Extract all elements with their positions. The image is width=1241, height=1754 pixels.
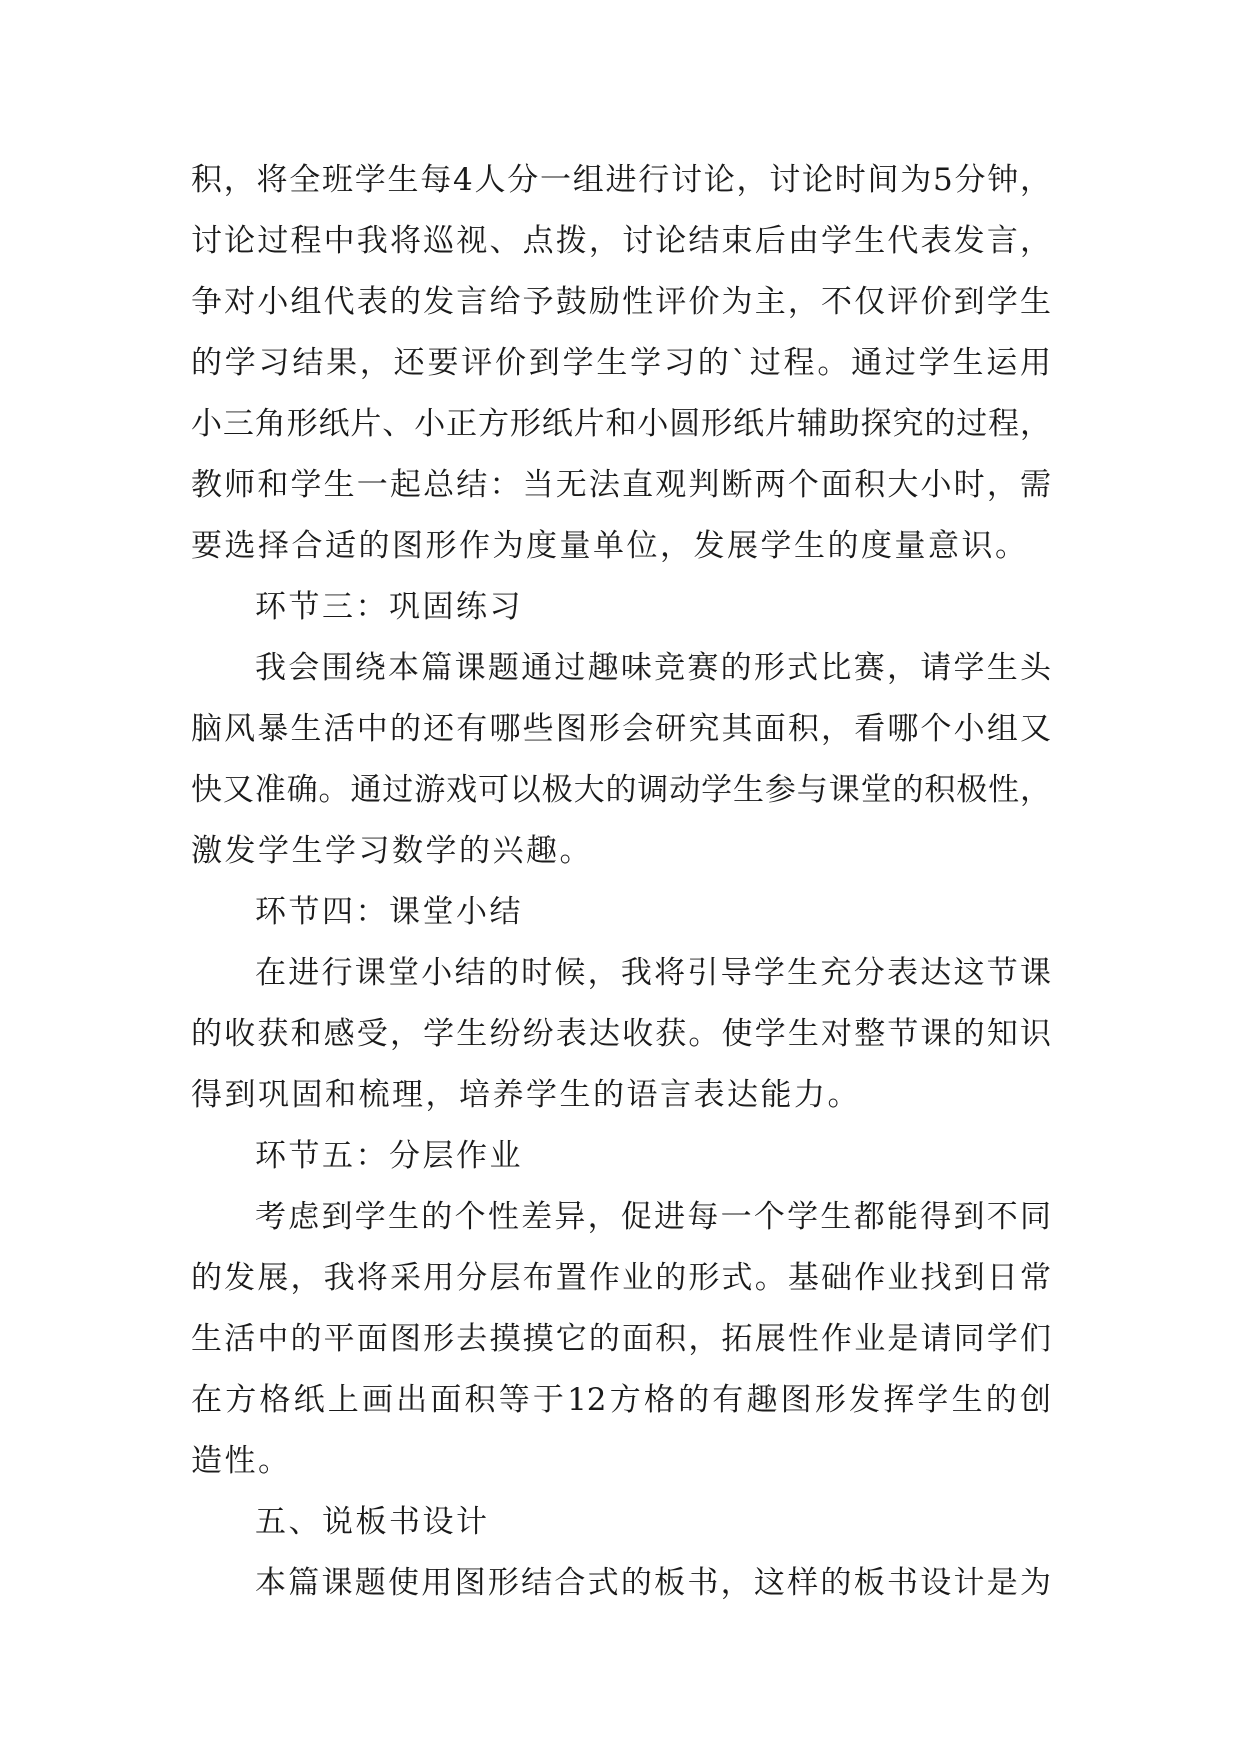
text-line: 在进行课堂小结的时候，我将引导学生充分表达这节课 [255, 955, 1051, 991]
text-line: 教师和学生一起总结：当无法直观判断两个面积大小时，需 [191, 467, 1051, 503]
section-heading-step4 [191, 882, 1051, 943]
paragraph-homework [191, 1187, 1051, 1492]
text-line: 生活中的平面图形去摸摸它的面积，拓展性作业是请同学们 [191, 1321, 1051, 1357]
text-line: 积，将全班学生每4人分一组进行讨论，讨论时间为5分钟， [191, 162, 1051, 198]
section-heading-step5 [191, 1126, 1051, 1187]
text-line: 的学习结果，还要评价到学生学习的`过程。通过学生运用 [191, 345, 1051, 381]
text-line: 的收获和感受，学生纷纷表达收获。使学生对整节课的知识 [191, 1016, 1051, 1052]
paragraph-summary [191, 943, 1051, 1126]
text-line: 脑风暴生活中的还有哪些图形会研究其面积，看哪个小组又 [191, 711, 1051, 747]
text-line: 造性。 [191, 1443, 292, 1479]
text-line: 快又准确。通过游戏可以极大的调动学生参与课堂的积极性， [191, 772, 1051, 808]
text-line: 我会围绕本篇课题通过趣味竞赛的形式比赛，请学生头 [255, 650, 1051, 686]
paragraph-board-design [191, 1553, 1051, 1614]
text-line: 小三角形纸片、小正方形纸片和小圆形纸片辅助探究的过程， [191, 406, 1051, 442]
text-line: 讨论过程中我将巡视、点拨，讨论结束后由学生代表发言， [191, 223, 1051, 259]
text-line: 得到巩固和梳理，培养学生的语言表达能力。 [191, 1077, 861, 1113]
section-heading-board-design [191, 1492, 1051, 1553]
text-line: 在方格纸上画出面积等于12方格的有趣图形发挥学生的创 [191, 1382, 1051, 1418]
heading-text: 环节四：课堂小结 [255, 894, 523, 930]
heading-text: 五、说板书设计 [255, 1504, 490, 1540]
heading-text: 环节五：分层作业 [255, 1138, 523, 1174]
paragraph-discussion [191, 150, 1051, 577]
text-line: 考虑到学生的个性差异，促进每一个学生都能得到不同 [255, 1199, 1051, 1235]
text-line: 的发展，我将采用分层布置作业的形式。基础作业找到日常 [191, 1260, 1051, 1296]
section-heading-step3 [191, 577, 1051, 638]
document-page [191, 150, 1051, 1614]
paragraph-practice [191, 638, 1051, 882]
text-line: 要选择合适的图形作为度量单位，发展学生的度量意识。 [191, 528, 1029, 564]
text-line: 争对小组代表的发言给予鼓励性评价为主，不仅评价到学生 [191, 284, 1051, 320]
heading-text: 环节三：巩固练习 [255, 589, 523, 625]
text-line: 本篇课题使用图形结合式的板书，这样的板书设计是为 [255, 1565, 1051, 1601]
text-line: 激发学生学习数学的兴趣。 [191, 833, 593, 869]
